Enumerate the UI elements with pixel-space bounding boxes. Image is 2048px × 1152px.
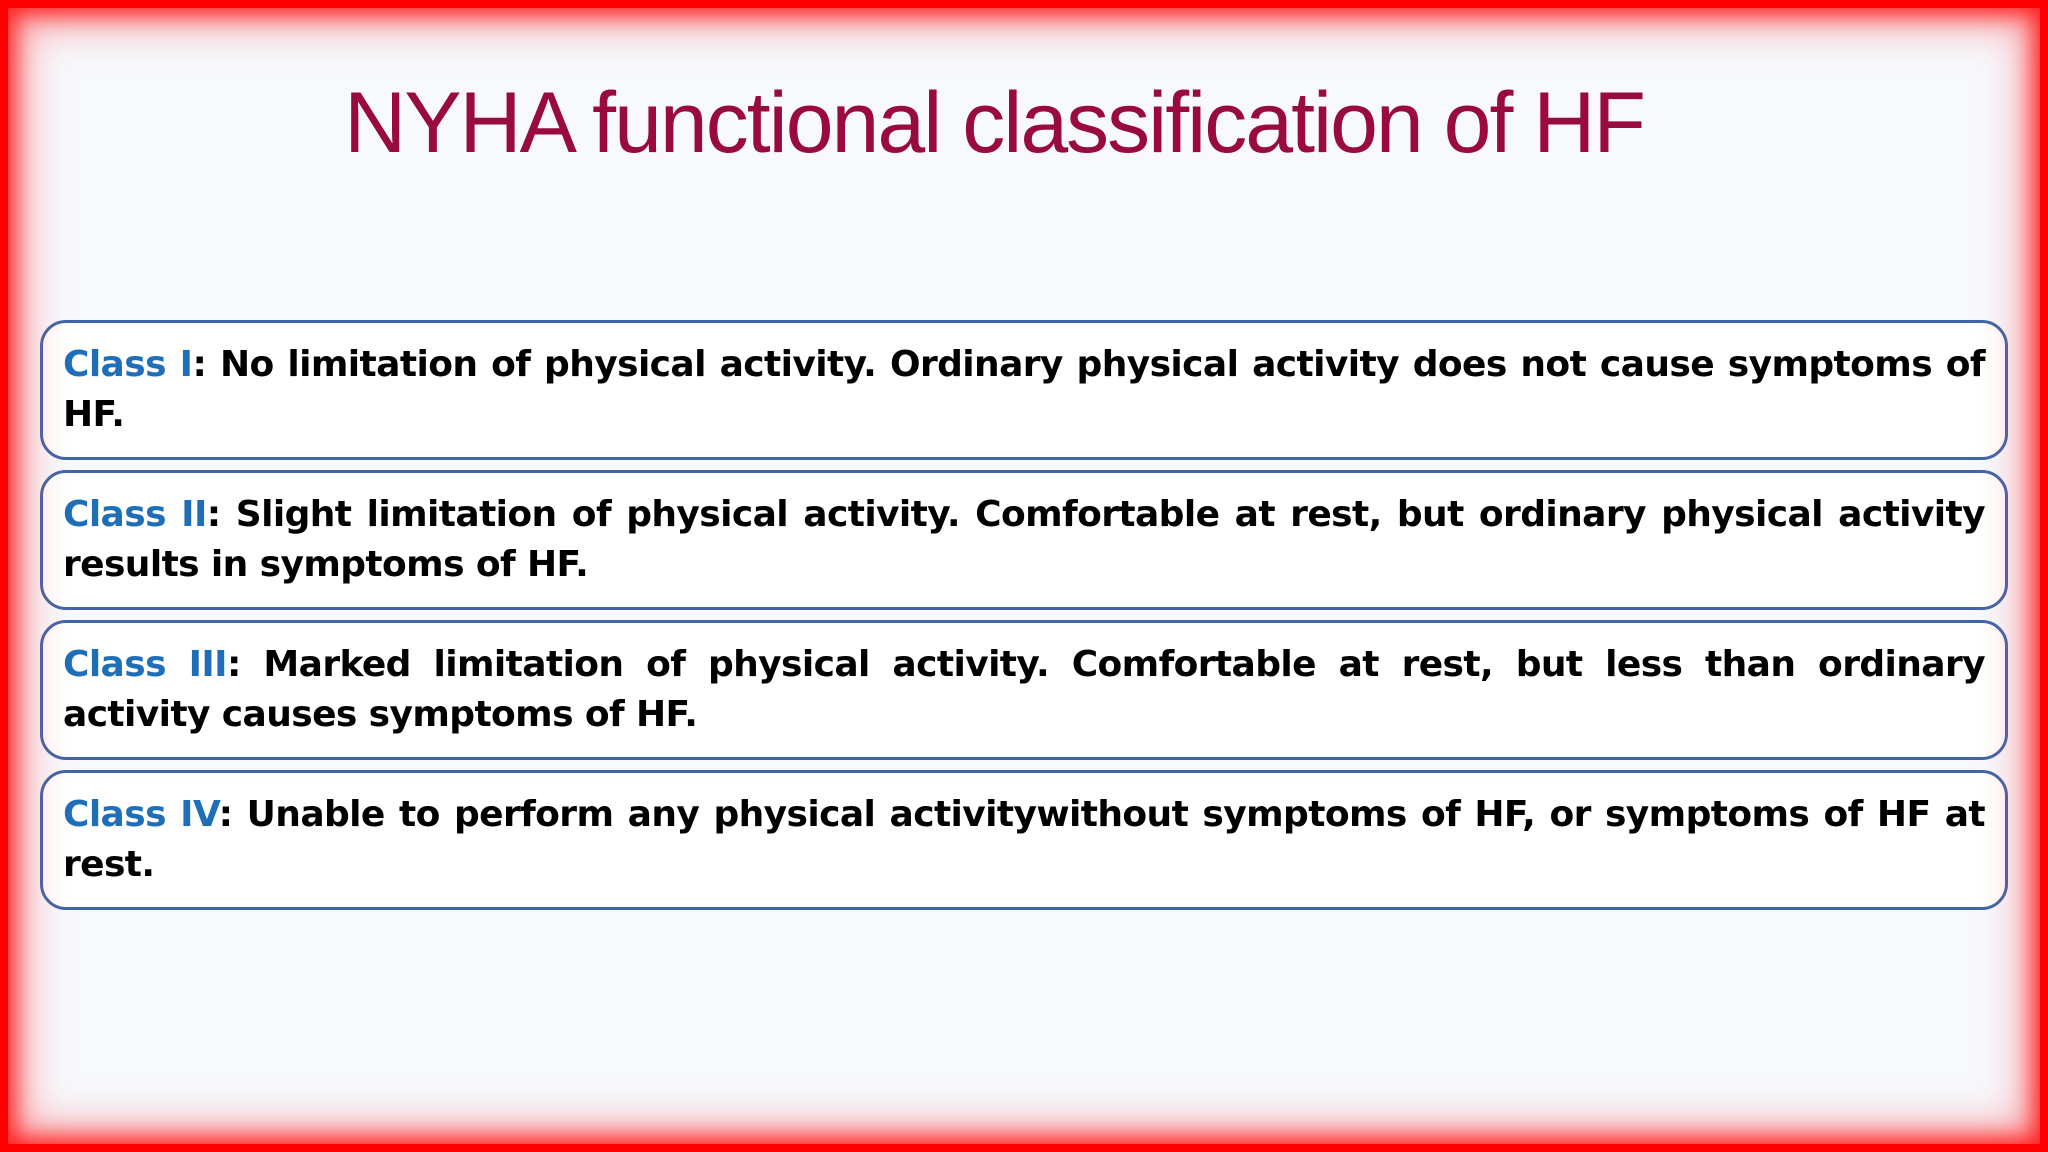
class-iii-text — [63, 640, 1985, 740]
class-ii-box — [40, 470, 2008, 610]
class-ii-label: Class II — [63, 494, 207, 535]
class-iv-label: Class IV — [63, 794, 219, 835]
class-i-label: Class I — [63, 344, 193, 385]
class-iii-label: Class III — [63, 644, 227, 685]
class-iv-box — [40, 770, 2008, 910]
class-i-text — [63, 340, 1985, 440]
class-i-description: No limitation of physical activity. Ordinary physical activity does not cause symptoms of HF. — [63, 344, 1985, 435]
class-ii-description: Slight limitation of physical activity. Comfortable at rest, but ordinary physical activity results in symptoms of HF. — [63, 494, 1985, 585]
class-iv-description: Unable to perform any physical activitywithout symptoms of HF, or symptoms of HF at rest. — [63, 794, 1986, 885]
class-iii-box — [40, 620, 2008, 760]
class-iii-separator: : — [226, 644, 264, 685]
class-i-box — [40, 320, 2008, 460]
class-ii-text — [63, 490, 1985, 590]
class-iv-text — [63, 790, 1985, 890]
class-iv-separator: : — [218, 794, 247, 835]
class-iii-description: Marked limitation of physical activity. Comfortable at rest, but less than ordinary activity causes symptoms of HF. — [63, 644, 1985, 735]
class-i-separator: : — [192, 344, 220, 385]
classification-list — [40, 320, 2008, 920]
slide-title: NYHA functional classification of HF — [344, 75, 1644, 171]
class-ii-separator: : — [206, 494, 236, 535]
